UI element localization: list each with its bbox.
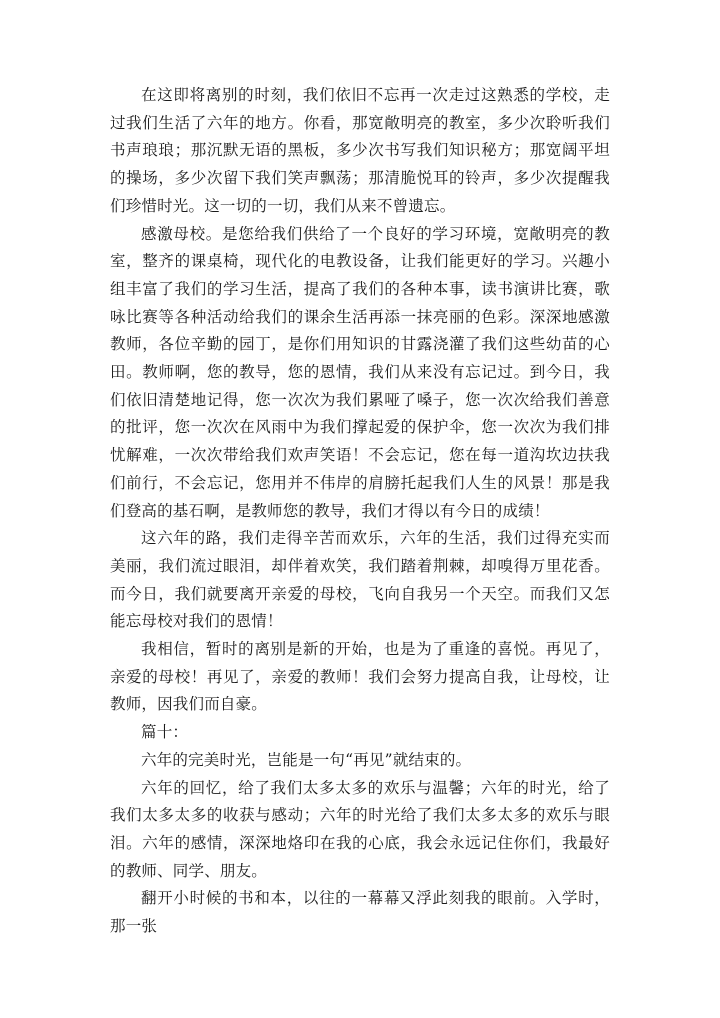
paragraph-childhood-books: 翻开小时候的书和本，以往的一幕幕又浮此刻我的眼前。入学时，那一张: [110, 889, 610, 936]
paragraph-memories-of-school: 在这即将离别的时刻，我们依旧不忘再一次走过这熟悉的学校，走过我们生活了六年的地方。你看，那宽敞明亮的教室，多少次聆听我们书声琅琅；那沉默无语的黑板，多少次书写我们知识秘方；那宽阔平坦的操场，多少次留下我们笑声飘荡；那清脆悦耳的铃声，多少次提醒我们珍惜时光。这一切的一切，我们从来不曾遗忘。: [110, 86, 610, 215]
paragraph-six-years-road: 这六年的路，我们走得辛苦而欢乐，六年的生活，我们过得充实而美丽，我们流过眼泪，却伴着欢笑，我们踏着荆棘，却嗅得万里花香。而今日，我们就要离开亲爱的母校，飞向自我另一个天空。而我们又怎能忘母校对我们的恩情！: [110, 529, 610, 631]
paragraph-farewell: 我相信，暂时的离别是新的开始，也是为了重逢的喜悦。再见了，亲爱的母校！再见了，亲爱的教师！我们会努力提高自我，让母校，让教师，因我们而自豪。: [110, 640, 610, 714]
paragraph-perfect-time: 六年的完美时光，岂能是一句“再见”就结束的。: [141, 750, 472, 769]
paragraph-thanks-to-school: 感激母校。是您给我们供给了一个良好的学习环境，宽敞明亮的教室，整齐的课桌椅，现代化的电教设备，让我们能更好的学习。兴趣小组丰富了我们的学习生活，提高了我们的各种本事，读书演讲比赛，歌咏比赛等各种活动给我们的课余生活再添一抹亮丽的色彩。深深地感激教师，各位辛勤的园丁，是你们用知识的甘露浇灌了我们这些幼苗的心田。教师啊，您的教导，您的恩情，我们从来没有忘记过。到今日，我们依旧清楚地记得，您一次次为我们累哑了嗓子，您一次次给我们善意的批评，您一次次在风雨中为我们撑起爱的保护伞，您一次次为我们排忧解难，一次次带给我们欢声笑语！不会忘记，您在每一道沟坎边扶我们前行，不会忘记，您用并不伟岸的肩膀托起我们人生的风景！那是我们登高的基石啊，是教师您的教导，我们才得以有今日的成绩！: [110, 224, 610, 520]
section-heading-chapter-ten: 篇十：: [141, 723, 189, 742]
document-body: [110, 82, 610, 941]
paragraph-six-year-memories: 六年的回忆，给了我们太多太多的欢乐与温馨；六年的时光，给了我们太多太多的收获与感动；六年的时光给了我们太多太多的欢乐与眼泪。六年的感情，深深地烙印在我的心底，我会永远记住你们，我最好的教师、同学、朋友。: [110, 778, 610, 880]
